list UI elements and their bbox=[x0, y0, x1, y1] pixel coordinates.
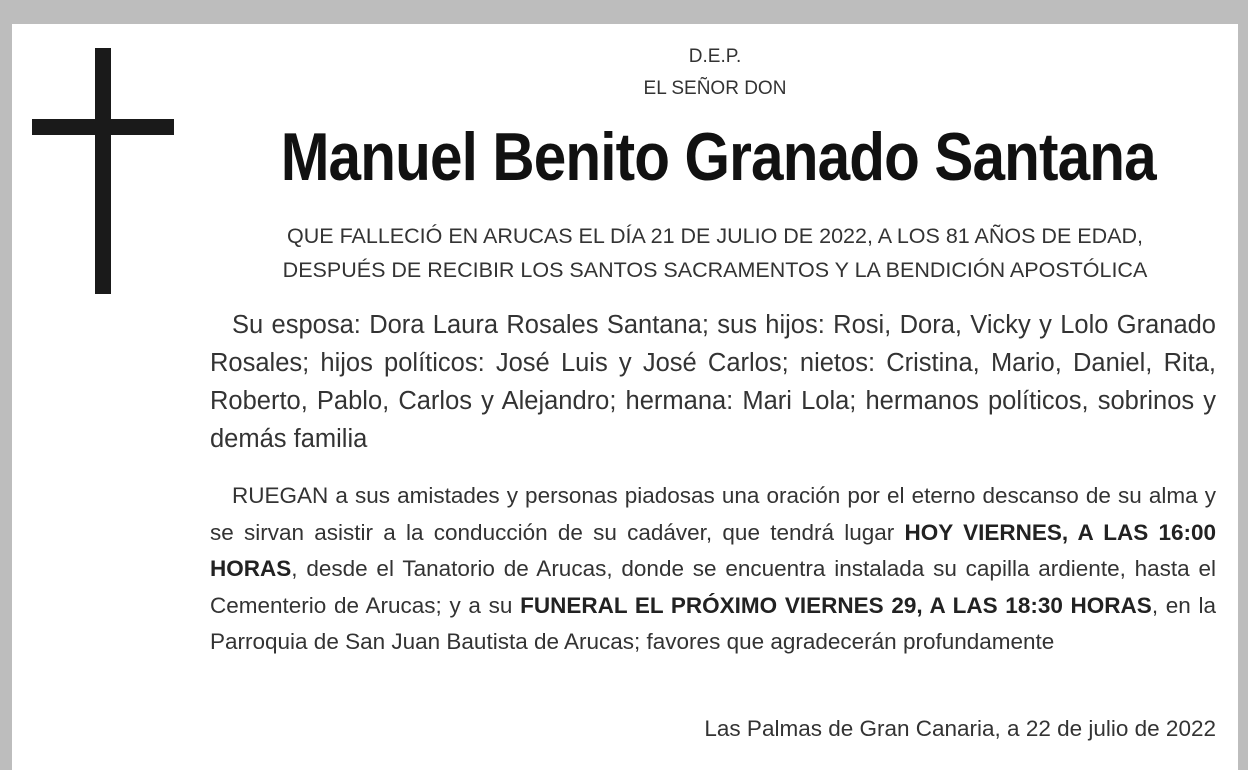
obituary-card bbox=[12, 24, 1238, 770]
family-paragraph: Su esposa: Dora Laura Rosales Santana; sus hijos: Rosi, Dora, Vicky y Lolo Granado Rosales; hijos políticos: José Luis y José Carlos; nietos: Cristina, Mario, Daniel, Rita, Roberto, Pablo, Carlos y Alejandro; hermana: Mari Lola; hermanos políticos, sobrinos y demás familia bbox=[210, 311, 1216, 453]
death-notice-line-1: QUE FALLECIÓ EN ARUCAS EL DÍA 21 DE JULIO DE 2022, A LOS 81 AÑOS DE EDAD, bbox=[287, 224, 1143, 248]
request-paragraph bbox=[210, 478, 1216, 661]
dep-label: D.E.P. bbox=[688, 46, 742, 67]
cross-vertical-bar bbox=[95, 48, 111, 294]
death-notice-line-2: DESPUÉS DE RECIBIR LOS SANTOS SACRAMENTOS Y LA BENDICIÓN APOSTÓLICA bbox=[282, 258, 1148, 282]
request-text-1: RUEGAN a sus amistades y personas piadosas una oración por el eterno descanso de su alma y se sirvan asistir a la conducción de su cadáver, que tendrá lugar bbox=[210, 483, 1216, 545]
honorific-label: EL SEÑOR DON bbox=[643, 78, 787, 99]
place-date: Las Palmas de Gran Canaria, a 22 de julio de 2022 bbox=[704, 716, 1216, 741]
request-bold-2: FUNERAL EL PRÓXIMO VIERNES 29, A LAS 18:30 HORAS bbox=[520, 592, 1152, 618]
request-text-3: , en la Parroquia de San Juan Bautista de Arucas; favores que agradecerán profundamente bbox=[210, 592, 1216, 654]
deceased-name: Manuel Benito Granado Santana bbox=[280, 119, 1156, 195]
request-bold-1: HOY VIERNES, A LAS 16:00 HORAS bbox=[210, 519, 1217, 581]
cross-horizontal-bar bbox=[32, 119, 174, 135]
request-text-2: , desde el Tanatorio de Arucas, donde se encuentra instalada su capilla ardiente, hasta el Cementerio de Arucas; y a su bbox=[210, 556, 1216, 618]
